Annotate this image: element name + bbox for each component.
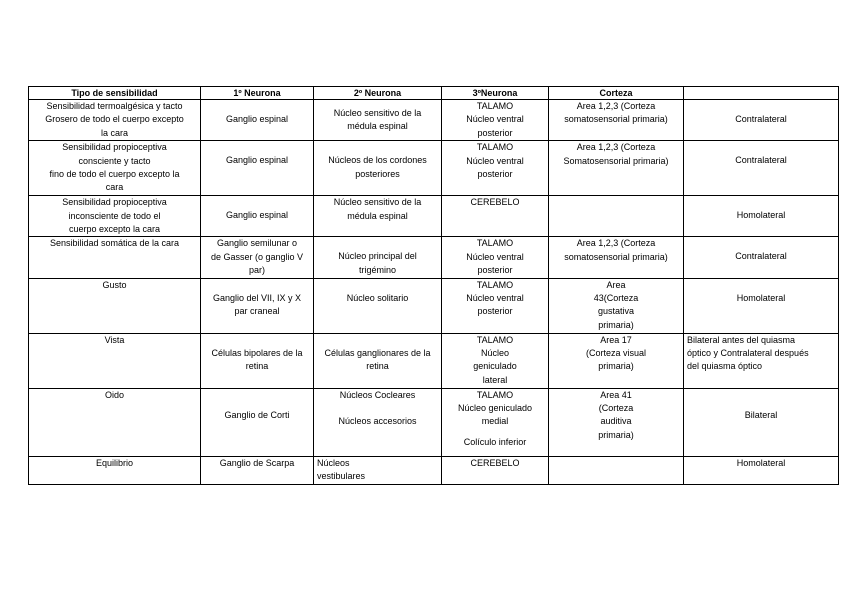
cell-tipo — [29, 100, 201, 141]
cell-line: Sensibilidad propioceptiva — [62, 142, 167, 153]
cell-line: trigémino — [358, 264, 396, 275]
cell-line: Ganglio de Scarpa — [219, 457, 295, 468]
cell-line: Núcleo ventral — [466, 251, 524, 262]
header-lado — [684, 87, 839, 100]
cell-line: médula espinal — [347, 210, 408, 221]
cell-corteza — [549, 141, 684, 196]
cell-line: Núcleo solitario — [346, 292, 409, 303]
cell-lado — [684, 141, 839, 196]
cell-line: TALAMO — [476, 101, 514, 111]
cell-lado — [684, 237, 839, 278]
sensibility-table — [28, 86, 839, 485]
cell-line: Ganglio de Corti — [224, 409, 290, 420]
cell-spacer — [445, 429, 545, 436]
cell-neurona-1 — [201, 100, 314, 141]
cell-line: Area 1,2,3 (Corteza — [576, 238, 656, 249]
cell-neurona-3 — [442, 196, 549, 237]
cell-line: lateral — [482, 374, 508, 385]
cell-line: Contralateral — [735, 155, 787, 166]
cell-lado — [684, 100, 839, 141]
cell-neurona-1 — [201, 278, 314, 333]
cell-line: par) — [248, 265, 265, 276]
cell-line: posterior — [477, 127, 513, 138]
table-row — [29, 388, 839, 456]
cell-line: gustativa — [597, 306, 635, 317]
cell-line: Células bipolares de la — [211, 347, 303, 358]
cell-line: posterior — [477, 306, 513, 317]
table-row — [29, 333, 839, 388]
cell-line: somatosensorial primaria) — [564, 114, 668, 125]
header-tipo: Tipo de sensibilidad — [29, 87, 201, 100]
cell-neurona-1 — [201, 333, 314, 388]
table-row — [29, 141, 839, 196]
cell-neurona-2 — [314, 278, 442, 333]
cell-line: somatosensorial primaria) — [564, 251, 668, 262]
cell-neurona-3 — [442, 333, 549, 388]
cell-line: Núcleo principal del — [338, 251, 417, 262]
cell-line: Núcleo — [480, 348, 509, 359]
cell-line: Núcleos — [317, 457, 350, 468]
cell-line: Vista — [104, 334, 125, 345]
cell-line: Sensibilidad somática de la cara — [49, 238, 180, 249]
cell-line: Ganglio espinal — [225, 210, 289, 221]
cell-line: Núcleo sensitivo de la — [333, 197, 422, 208]
cell-line: medial — [481, 416, 509, 427]
cell-line: Ganglio espinal — [225, 114, 289, 125]
cell-lado — [684, 456, 839, 484]
cell-line: Núcleo ventral — [466, 114, 524, 125]
cell-line: Area 17 — [600, 334, 632, 345]
cell-line: auditiva — [600, 416, 632, 427]
cell-neurona-3 — [442, 237, 549, 278]
cell-line: Oido — [104, 389, 124, 400]
cell-line: del quiasma óptico — [687, 361, 763, 372]
cell-line: retina — [366, 361, 389, 372]
header-neurona-2: 2º Neurona — [314, 87, 442, 100]
cell-line: primaria) — [598, 429, 634, 440]
cell-lado — [684, 333, 839, 388]
cell-line: Núcleo ventral — [466, 155, 524, 166]
cell-corteza — [549, 237, 684, 278]
cell-tipo — [29, 388, 201, 456]
cell-neurona-2 — [314, 456, 442, 484]
cell-neurona-1 — [201, 141, 314, 196]
cell-line: cuerpo excepto la cara — [68, 224, 161, 235]
cell-neurona-1 — [201, 456, 314, 484]
cell-line: Células ganglionares de la — [324, 347, 431, 358]
cell-lado — [684, 388, 839, 456]
cell-line: la cara — [100, 127, 128, 138]
cell-corteza — [549, 196, 684, 237]
cell-neurona-3 — [442, 100, 549, 141]
cell-neurona-3 — [442, 456, 549, 484]
cell-line: posterior — [477, 169, 513, 180]
cell-line: geniculado — [473, 361, 517, 372]
cell-neurona-2 — [314, 388, 442, 456]
cell-lado — [684, 278, 839, 333]
cell-line: Bilateral antes del quiasma — [687, 334, 796, 345]
table-row — [29, 237, 839, 278]
cell-line: TALAMO — [476, 142, 514, 153]
cell-line: Area — [606, 279, 626, 290]
cell-line: Contralateral — [735, 251, 787, 262]
cell-line: Homolateral — [736, 292, 786, 303]
cell-line: (Corteza visual — [585, 348, 647, 359]
cell-line: Area 1,2,3 (Corteza — [576, 101, 656, 111]
cell-line: Sensibilidad propioceptiva — [62, 197, 167, 208]
cell-line: par craneal — [234, 306, 280, 317]
cell-neurona-3 — [442, 388, 549, 456]
cell-line: TALAMO — [476, 389, 514, 400]
cell-line: Area 1,2,3 (Corteza — [576, 142, 656, 153]
header-neurona-3: 3ºNeurona — [442, 87, 549, 100]
cell-line: Núcleos de los cordones — [328, 155, 427, 166]
cell-tipo — [29, 141, 201, 196]
cell-neurona-2 — [314, 196, 442, 237]
cell-line: posterior — [477, 265, 513, 276]
cell-line: Núcleo ventral — [466, 293, 524, 304]
cell-line: Area 41 — [600, 389, 632, 400]
cell-line: Gusto — [102, 279, 127, 290]
cell-line: Colículo inferior — [463, 436, 527, 447]
cell-line: Ganglio semilunar o — [216, 238, 298, 249]
cell-lado — [684, 196, 839, 237]
cell-tipo — [29, 196, 201, 237]
cell-line: Grosero de todo el cuerpo excepto — [45, 114, 184, 125]
cell-line: consciente y tacto — [78, 155, 151, 166]
cell-line: Ganglio del VII, IX y X — [212, 292, 302, 303]
cell-tipo — [29, 456, 201, 484]
cell-line: Homolateral — [736, 457, 786, 468]
cell-line: Homolateral — [736, 210, 786, 221]
cell-line: primaria) — [598, 361, 634, 372]
cell-line: cara — [105, 182, 124, 193]
cell-neurona-2 — [314, 100, 442, 141]
cell-neurona-2 — [314, 333, 442, 388]
table-header-row — [29, 87, 839, 100]
cell-tipo — [29, 278, 201, 333]
cell-line: de Gasser (o ganglio V — [210, 251, 304, 262]
cell-tipo — [29, 237, 201, 278]
header-corteza: Corteza — [549, 87, 684, 100]
cell-corteza — [549, 388, 684, 456]
cell-tipo — [29, 333, 201, 388]
cell-line: Equilibrio — [95, 457, 134, 468]
cell-line: primaria) — [598, 319, 634, 330]
table-row — [29, 100, 839, 141]
header-neurona-1: 1º Neurona — [201, 87, 314, 100]
cell-line: TALAMO — [476, 238, 514, 249]
cell-neurona-1 — [201, 388, 314, 456]
cell-line: TALAMO — [476, 279, 514, 290]
cell-line: Sensibilidad termoalgésica y tacto — [46, 101, 183, 111]
cell-line: médula espinal — [347, 121, 408, 132]
cell-neurona-2 — [314, 141, 442, 196]
cell-line: Somatosensorial primaria) — [563, 155, 669, 166]
cell-line: (Corteza — [598, 403, 634, 414]
cell-neurona-2 — [314, 237, 442, 278]
cell-corteza — [549, 100, 684, 141]
cell-line: Núcleo sensitivo de la — [333, 107, 422, 118]
table-row — [29, 456, 839, 484]
cell-corteza — [549, 333, 684, 388]
cell-line: CEREBELO — [470, 457, 520, 468]
cell-line: Núcleos Cocleares — [339, 389, 416, 400]
cell-neurona-3 — [442, 278, 549, 333]
cell-line: Contralateral — [735, 114, 787, 125]
cell-line: retina — [245, 361, 269, 372]
table-row — [29, 196, 839, 237]
cell-line: fino de todo el cuerpo excepto la — [49, 169, 180, 180]
cell-line: 43(Corteza — [593, 293, 639, 304]
cell-neurona-1 — [201, 196, 314, 237]
cell-spacer — [317, 402, 438, 415]
table-row — [29, 278, 839, 333]
cell-line: óptico y Contralateral después — [687, 348, 809, 359]
cell-line: vestibulares — [317, 471, 366, 482]
cell-neurona-1 — [201, 237, 314, 278]
cell-line: posteriores — [355, 168, 400, 179]
cell-corteza — [549, 278, 684, 333]
cell-line: Núcleos accesorios — [338, 416, 417, 427]
cell-line: CEREBELO — [470, 197, 520, 208]
cell-line: Núcleo geniculado — [457, 403, 533, 414]
cell-line: Ganglio espinal — [225, 155, 289, 166]
cell-line: inconsciente de todo el — [68, 210, 161, 221]
cell-corteza — [549, 456, 684, 484]
cell-line: TALAMO — [476, 334, 514, 345]
cell-neurona-3 — [442, 141, 549, 196]
cell-line: Bilateral — [744, 409, 778, 420]
